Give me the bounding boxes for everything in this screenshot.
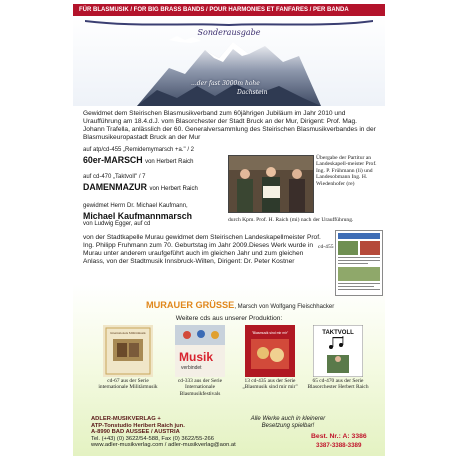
order-number: Best. Nr.: A: 3386 xyxy=(311,433,367,440)
item3-composer: von Ludwig Egger, auf cd xyxy=(83,221,151,227)
cd-caption-4: 65 cd-470 aus der Serie Blasorchester Herbert Raich xyxy=(307,378,369,391)
group-photo-image xyxy=(229,156,313,212)
item1-reference: auf atp/cd-455 „Remidemymarsch +a." / 2 xyxy=(83,147,195,153)
handover-photo xyxy=(228,155,314,213)
cd-cover-3-art xyxy=(245,325,295,377)
item2-reference: auf cd-470 „Taktvoll" / 7 xyxy=(83,174,146,180)
cd-caption-1: cd-67 aus der Serie internationale Militärmusik xyxy=(98,378,158,391)
cd-cover-1 xyxy=(103,325,153,377)
item4-dedication: von der Stadtkapelle Murau gewidmet dem Steirischen Landeskapellmeister Prof. Ing. Philipp Fruhmann zum 70. Geburtstag im Jahr 2009.Dieses Werk wurde in Murau unter anderem uraufgeführt auch im gleichen Jahr und zum gleichen Anlass, von der Stadtmusik Innsbruck-Wilten, Dirigent: Dr. Peter Kostner xyxy=(83,234,321,266)
item2-title: DAMENMAZUR xyxy=(83,182,148,192)
item3-title: Michael Kaufmannmarsch xyxy=(83,211,193,221)
photo-side-caption: Übergabe der Partitur an Landeskapell-meister Prof. Ing. P. Frühmann (li) und Landesobmann Ing. H. Wiedenhofer (re) xyxy=(316,155,377,187)
publisher-name: ADLER-MUSIKVERLAG + xyxy=(91,416,161,422)
item1-title: 60er-MARSCH xyxy=(83,155,143,165)
item2-composer: von Herbert Raich xyxy=(149,186,198,192)
order-number-range: 3387-3388-3389 xyxy=(316,442,362,449)
cd455-leaflet xyxy=(335,230,383,296)
cd-cover-3 xyxy=(245,325,295,377)
intro-dedication: Gewidmet dem Steirischen Blasmusikverband zum 60jährigen Jubiläum im Jahr 2010 und Uraufführung am 18.4.d.J. vom Blasorchester der Stadt Bruck an der Mur, Dirigent: Prof. Mag. Johann Trafella, anlässlich der 60. Generalversammlung des Steirischen Blasmusikverbandes in der Blasmusikeuropastadt Bruck an der Mur xyxy=(83,110,376,142)
cd-caption-3: 13 cd-435 aus der Serie „Blasmusik sind mir mir" xyxy=(242,378,298,391)
footer-section xyxy=(73,410,385,456)
special-edition-title: Sonderausgabe xyxy=(197,28,261,37)
flyer-sheet xyxy=(73,4,385,456)
publisher-phone: Tel. (+43) (0) 3622/54-588, Fax (0) 3622/55-266 xyxy=(91,435,214,442)
cd-cover-1-title: Internationale Militärmusik xyxy=(110,331,146,335)
banner-mountain-name: Dachstein xyxy=(237,89,268,96)
item1-title-line xyxy=(83,155,193,167)
publisher-city: A-8990 BAD AUSSEE / AUSTRIA xyxy=(91,429,180,436)
publisher-address xyxy=(91,416,236,449)
item2-title-line xyxy=(83,182,198,194)
cd-cover-2 xyxy=(175,325,225,377)
mountain-banner xyxy=(73,16,385,106)
item4-title-line xyxy=(146,300,334,310)
studio-name: ATP-Tonstudio Heribert Raich jun. xyxy=(91,422,185,429)
item4-composer: , Marsch von Wolfgang Fleischhacker xyxy=(234,304,335,310)
cd-cover-1-art xyxy=(103,325,153,377)
cd-cover-2-subtitle: verbindet xyxy=(181,365,202,371)
cd-caption-2: cd-333 aus der Serie Internationale Blasmusikfestivals xyxy=(177,378,223,397)
cd-cover-4-art xyxy=(313,325,363,377)
item4-title: MURAUER GRÜSSE xyxy=(146,300,235,310)
photo-bottom-caption: durch Kpm. Prof. H. Raich (mi) nach der Uraufführung. xyxy=(228,217,354,223)
publisher-web[interactable]: www.adler-musikverlag.com / adler-musikverlag@aon.at xyxy=(91,442,236,449)
band-type-bar: FÜR BLASMUSIK / FOR BIG BRASS BANDS / POUR HARMONIES ET FANFARES / PER BANDA xyxy=(73,4,385,16)
more-cds-heading: Weitere cds aus unserer Produktion: xyxy=(175,315,283,322)
cd-cover-2-title: Musik xyxy=(179,350,214,364)
cd455-leaflet-image xyxy=(336,231,382,295)
cd-cover-3-title: "Blasmusik sind mir mir" xyxy=(251,331,289,335)
cd-cover-4-title: TAKTVOLL xyxy=(322,330,354,336)
cd-cover-2-art xyxy=(175,325,225,377)
item1-composer: von Herbert Raich xyxy=(145,159,194,165)
cd-cover-4 xyxy=(313,325,363,377)
banner-tagline: ...der fast 3000m hohe xyxy=(191,80,260,87)
item4-cd-label: cd-455 xyxy=(318,244,334,250)
arrangement-note: Alle Werke auch in kleinerer Besetzung spielbar! xyxy=(250,416,326,429)
item3-dedication: gewidmet Herrn Dr. Michael Kaufmann, xyxy=(83,203,188,209)
